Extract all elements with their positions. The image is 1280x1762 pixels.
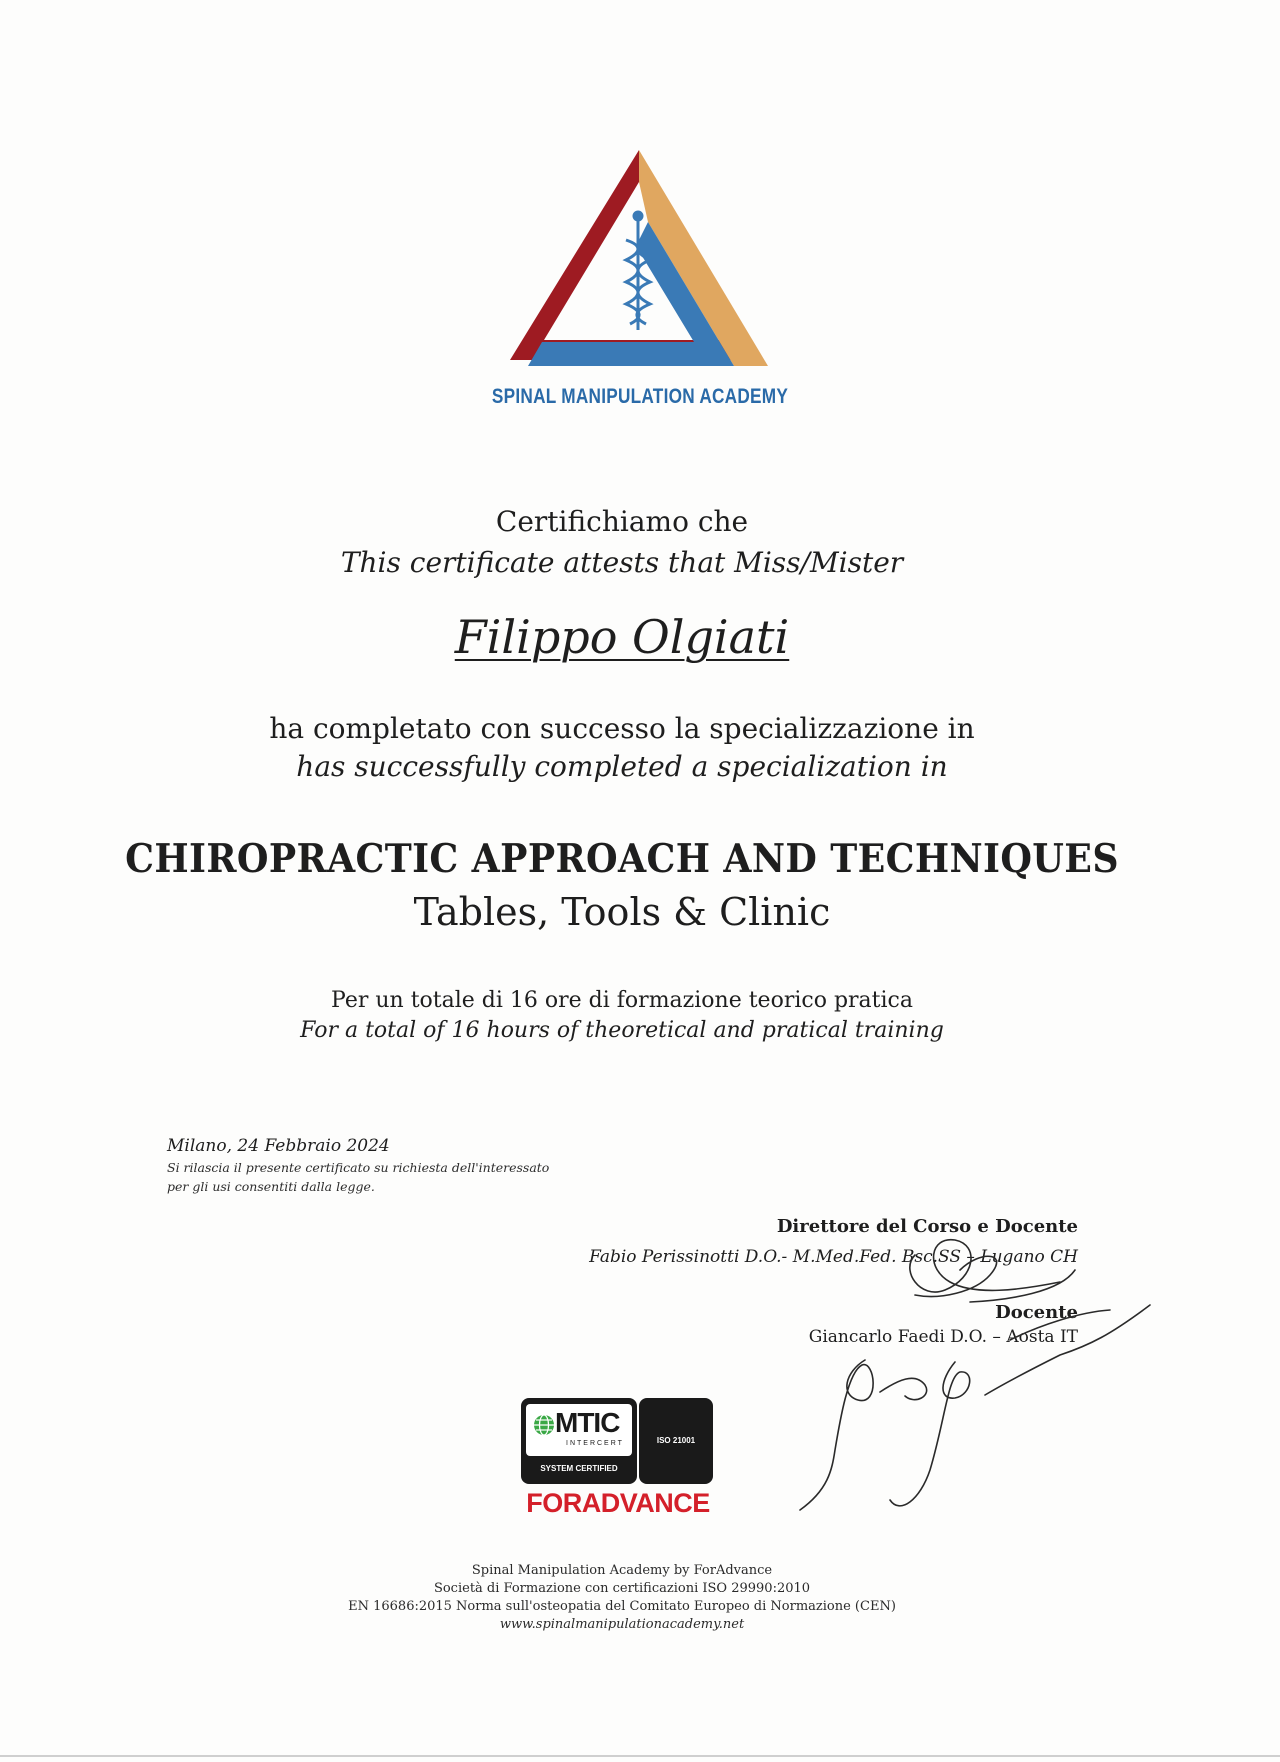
recipient-name: Filippo Olgiati (454, 610, 790, 664)
badge-brand: MTIC (555, 1407, 620, 1438)
teacher-name: Giancarlo Faedi D.O. – Aosta IT (808, 1327, 1078, 1347)
badge-left-panel (521, 1398, 637, 1484)
globe-icon (533, 1414, 555, 1436)
footer-line3: EN 16686:2015 Norma sull'osteopatia del Comitato Europeo di Normazione (CEN) (348, 1599, 896, 1614)
course-subtitle: Tables, Tools & Clinic (413, 890, 831, 934)
footer-line2: Società di Formazione con certificazioni ISO 29990:2010 (433, 1581, 811, 1596)
footer-line1: Spinal Manipulation Academy by ForAdvance (471, 1563, 773, 1578)
badge-right-panel (639, 1398, 713, 1484)
academy-logo (498, 144, 780, 384)
teacher-role: Docente (995, 1302, 1078, 1323)
completed-line-it: ha completato con successo la specializzazione in (269, 712, 975, 745)
badge-iso-standard: ISO 21001 (656, 1436, 696, 1445)
director-name: Fabio Perissinotti D.O.- M.Med.Fed. Bsc.SS – Lugano CH (589, 1247, 1078, 1267)
iso-certification-badge (521, 1398, 713, 1484)
certify-line-it: Certifichiamo che (495, 505, 749, 538)
footer-website-link[interactable]: www.spinalmanipulationacademy.net (499, 1617, 745, 1632)
legal-note-line1: Si rilascia il presente certificato su richiesta dell'interessato (167, 1160, 550, 1175)
page-edge (0, 1755, 1280, 1757)
completed-line-en: has successfully completed a specialization in (296, 750, 948, 783)
foradvance-logo: FORADVANCE (526, 1488, 710, 1518)
hours-line-it: Per un totale di 16 ore di formazione teorico pratica (331, 988, 913, 1013)
place-date: Milano, 24 Febbraio 2024 (167, 1136, 390, 1156)
legal-note-line2: per gli usi consentiti dalla legge. (167, 1179, 375, 1194)
course-title: CHIROPRACTIC APPROACH AND TECHNIQUES (125, 836, 1119, 882)
director-role: Direttore del Corso e Docente (776, 1216, 1078, 1237)
certify-line-en: This certificate attests that Miss/Mister (340, 546, 904, 579)
badge-system-certified: SYSTEM CERTIFIED (540, 1464, 618, 1473)
badge-intercert: INTERCERT (566, 1440, 624, 1447)
recipient-name-row (0, 610, 1244, 664)
badge-brand-panel (526, 1404, 632, 1456)
logo-wordmark: SPINAL MANIPULATION ACADEMY (491, 385, 789, 408)
hours-line-en: For a total of 16 hours of theoretical and pratical training (300, 1018, 944, 1043)
